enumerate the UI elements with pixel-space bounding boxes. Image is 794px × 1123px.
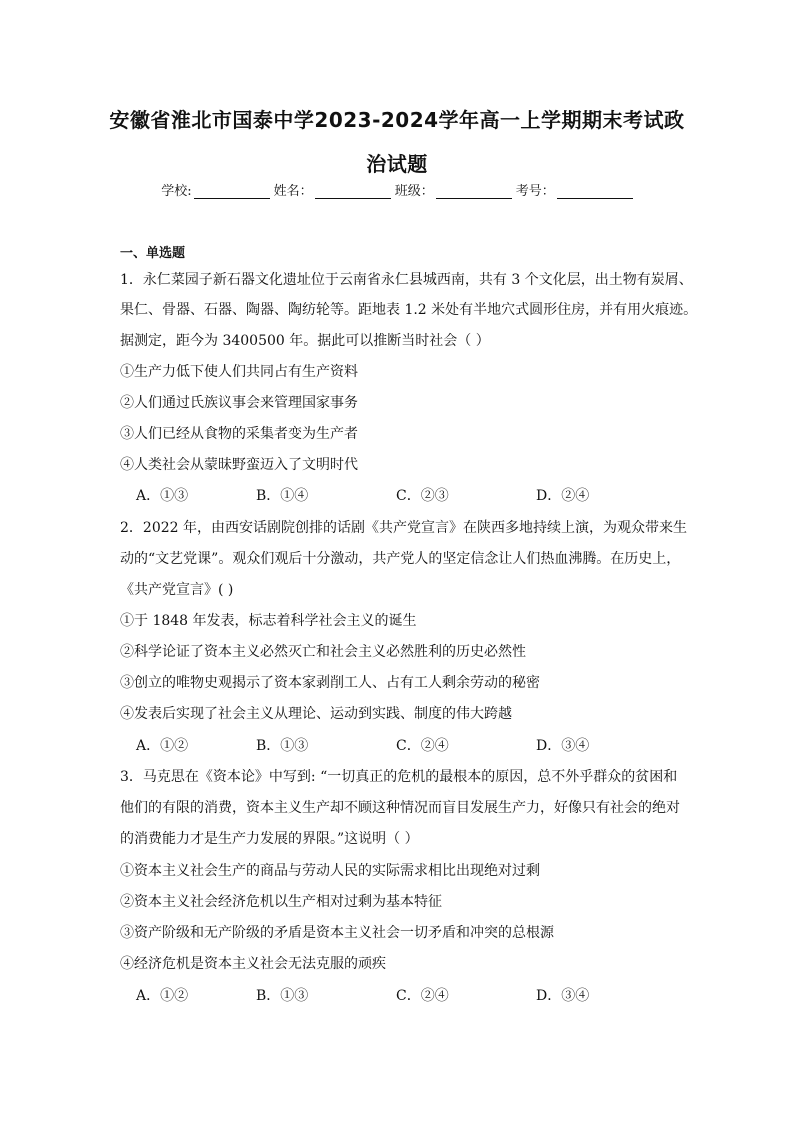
section-heading: 一、单选题	[120, 246, 186, 261]
question-3-options	[136, 986, 696, 1006]
question-1-option-a[interactable]: A．①③	[136, 488, 189, 504]
question-2-option-d[interactable]: D．③④	[536, 738, 590, 754]
exam-number-blank[interactable]	[557, 184, 633, 199]
question-2-statement-1: ①于 1848 年发表，标志着科学社会主义的诞生	[120, 613, 417, 629]
question-1-line-3: 据测定，距今为 3400500 年。据此可以推断当时社会（ ）	[120, 333, 490, 349]
school-field	[161, 180, 269, 199]
question-1-statement-3: ③人们已经从食物的采集者变为生产者	[120, 426, 358, 442]
question-2-option-c[interactable]: C．②④	[396, 738, 449, 754]
question-2-option-a[interactable]: A．①②	[136, 738, 189, 754]
school-label: 学校:	[161, 184, 192, 199]
question-2-line-3: 《共产党宣言》( )	[120, 582, 234, 598]
exam-title-line-2: 治试题	[366, 152, 428, 176]
class-blank[interactable]	[436, 184, 512, 199]
question-3-option-b[interactable]: B．①③	[256, 988, 309, 1004]
question-3-statement-4: ④经济危机是资本主义社会无法克服的顽疾	[120, 956, 386, 972]
exam-title-line-1: 安徽省淮北市国泰中学2023-2024学年高一上学期期末考试政	[109, 108, 685, 132]
question-2-statement-2: ②科学论证了资本主义必然灭亡和社会主义必然胜利的历史必然性	[120, 644, 526, 660]
exam-number-field	[516, 180, 633, 199]
name-field	[274, 180, 391, 199]
exam-number-label: 考号：	[515, 184, 555, 199]
question-3-option-d[interactable]: D．③④	[536, 988, 590, 1004]
question-1-statement-1: ①生产力低下使人们共同占有生产资料	[120, 364, 358, 380]
question-3-line-3: 的消费能力才是生产力发展的界限。”这说明（ ）	[120, 831, 419, 847]
class-field	[395, 180, 512, 199]
class-label: 班级：	[394, 184, 434, 199]
school-blank[interactable]	[194, 184, 270, 199]
question-2-option-b[interactable]: B．①③	[256, 738, 309, 754]
question-1-statement-4: ④人类社会从蒙昧野蛮迈入了文明时代	[120, 457, 358, 473]
question-1-statement-2: ②人们通过氏族议事会来管理国家事务	[120, 395, 358, 411]
question-3-statement-3: ③资产阶级和无产阶级的矛盾是资本主义社会一切矛盾和冲突的总根源	[120, 925, 554, 941]
name-label: 姓名：	[273, 184, 313, 199]
question-3-line-1: 3．马克思在《资本论》中写到: “一切真正的危机的最根本的原因，总不外乎群众的贫困和	[120, 769, 678, 785]
question-2-statement-4: ④发表后实现了社会主义从理论、运动到实践、制度的伟大跨越	[120, 706, 512, 722]
name-blank[interactable]	[315, 184, 391, 199]
question-2-options	[136, 736, 696, 756]
question-1-line-1: 1．永仁菜园子新石器文化遗址位于云南省永仁县城西南，共有 3 个文化层，出土物有炭屑、	[120, 272, 693, 288]
question-1-option-d[interactable]: D．②④	[536, 488, 590, 504]
question-2-line-2: 动的“文艺党课”。观众们观后十分激动，共产党人的坚定信念让人们热血沸腾。在历史上，	[120, 551, 681, 567]
question-2-line-1: 2．2022 年，由西安话剧院创排的话剧《共产党宣言》在陕西多地持续上演，为观众带来生	[120, 520, 687, 536]
question-2-statement-3: ③创立的唯物史观揭示了资本家剥削工人、占有工人剩余劳动的秘密	[120, 675, 540, 691]
question-3-option-a[interactable]: A．①②	[136, 988, 189, 1004]
student-info-row	[0, 180, 794, 199]
question-3-statement-1: ①资本主义社会生产的商品与劳动人民的实际需求相比出现绝对过剩	[120, 863, 540, 879]
question-3-line-2: 他们的有限的消费，资本主义生产却不顾这种情况而盲目发展生产力，好像只有社会的绝对	[120, 800, 680, 816]
question-1-line-2: 果仁、骨器、石器、陶器、陶纺轮等。距地表 1.2 米处有半地穴式圆形住房，并有用火痕迹。	[120, 302, 698, 318]
question-3-statement-2: ②资本主义社会经济危机以生产相对过剩为基本特征	[120, 894, 442, 910]
question-3-option-c[interactable]: C．②④	[396, 988, 449, 1004]
question-1-options	[136, 486, 696, 506]
question-1-option-b[interactable]: B．①④	[256, 488, 309, 504]
question-1-option-c[interactable]: C．②③	[396, 488, 449, 504]
